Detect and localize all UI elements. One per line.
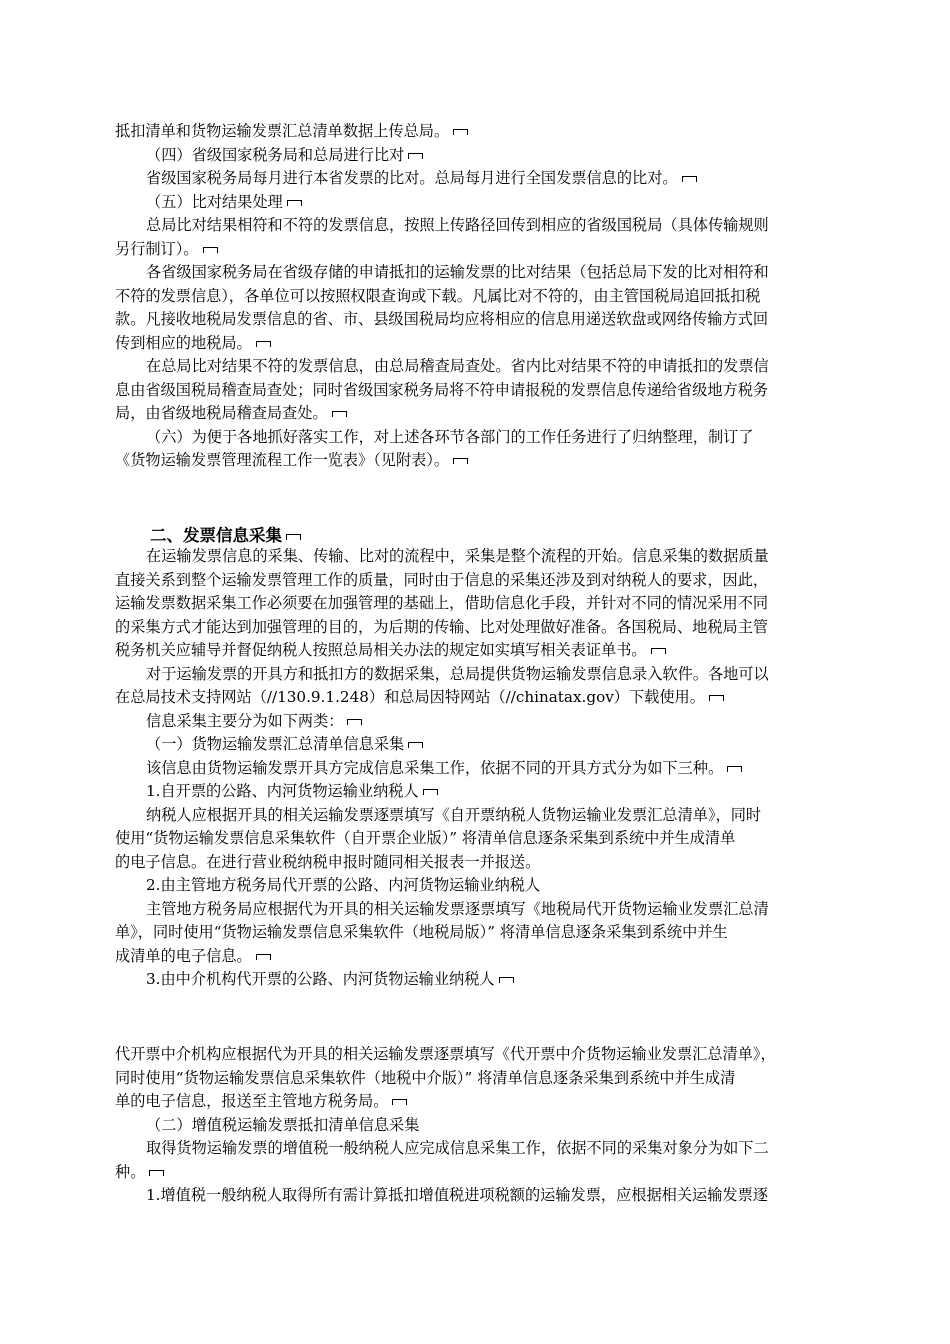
paragraph-line: 款。凡接收地税局发票信息的省、市、县级国税局均应将相应的信息用递送软盘或网络传输方式回 [115, 310, 769, 328]
paragraph [115, 1043, 835, 1114]
paragraph [115, 804, 835, 875]
paragraph-mark-icon [709, 695, 724, 701]
paragraph-line: 使用“货物运输发票信息采集软件（自开票企业版）” 将清单信息逐条采集到系统中并生成清单 [115, 829, 736, 847]
paragraph-line: 代开票中介机构应根据代为开具的相关运输发票逐票填写《代开票中介货物运输业发票汇总清单》， [115, 1045, 776, 1063]
paragraph [115, 968, 835, 992]
paragraph [115, 898, 835, 969]
paragraph [115, 355, 835, 426]
paragraph [115, 214, 835, 261]
paragraph-line: 运输发票数据采集工作必须要在加强管理的基础上，借助信息化手段，并针对不同的情况采用不同 [115, 594, 769, 612]
paragraph [115, 1114, 835, 1138]
paragraph [115, 780, 835, 804]
paragraph-line: 1.自开票的公路、内河货物运输业纳税人 [115, 780, 835, 804]
paragraph [115, 1137, 835, 1184]
paragraph [115, 426, 835, 473]
paragraph-mark-icon [408, 742, 423, 748]
paragraph [115, 261, 835, 355]
paragraph-line: 另行制订）。 [115, 238, 835, 262]
paragraph-line: 2.由主管地方税务局代开票的公路、内河货物运输业纳税人 [146, 876, 541, 894]
paragraph [115, 710, 835, 734]
paragraph-line: 直接关系到整个运输发票管理工作的质量，同时由于信息的采集还涉及到对纳税人的要求，因此， [115, 570, 769, 589]
paragraph-line: 信息采集主要分为如下两类： [115, 710, 835, 734]
paragraph-mark-icon [499, 977, 514, 983]
paragraph [115, 545, 835, 663]
paragraph-line: 《货物运输发票管理流程工作一览表》（见附表）。 [115, 449, 835, 473]
paragraph [115, 191, 835, 215]
paragraph-mark-icon [408, 153, 423, 159]
paragraph-mark-icon [651, 648, 666, 654]
paragraph-line: 的电子信息。在进行营业税纳税申报时随同相关报表一并报送。 [115, 852, 541, 871]
paragraph [115, 144, 835, 168]
paragraph [115, 733, 835, 757]
paragraph-mark-icon [423, 789, 438, 795]
paragraph-line: 抵扣清单和货物运输发票汇总清单数据上传总局。 [115, 120, 835, 144]
paragraph-mark-icon [453, 458, 468, 464]
paragraph-line: 3.由中介机构代开票的公路、内河货物运输业纳税人 [115, 968, 835, 992]
paragraph-mark-icon [332, 411, 347, 417]
paragraph-line: 纳税人应根据开具的相关运输发票逐票填写《自开票纳税人货物运输业发票汇总清单》，同时 [146, 805, 762, 824]
paragraph-line: 传到相应的地税局。 [115, 332, 835, 356]
paragraph-line: 在总局比对结果不符的发票信息，由总局稽查局查处。省内比对结果不符的申请抵扣的发票信 [146, 357, 769, 375]
paragraph [115, 874, 835, 898]
paragraph-line: 在运输发票信息的采集、传输、比对的流程中，采集是整个流程的开始。信息采集的数据质量 [146, 547, 769, 565]
paragraph-mark-icon [347, 719, 362, 725]
paragraph-mark-icon [392, 1099, 407, 1105]
paragraph-mark-icon [453, 129, 468, 135]
paragraph-mark-icon [203, 247, 218, 253]
paragraph [115, 120, 835, 144]
paragraph-line: 1.增值税一般纳税人取得所有需计算抵扣增值税进项税额的运输发票，应根据相关运输发票逐 [146, 1186, 768, 1204]
paragraph-line: （二）增值税运输发票抵扣清单信息采集 [146, 1115, 420, 1134]
paragraph-line: 息由省级国税局稽查局查处；同时省级国家税务局将不符申请报税的发票信息传递给省级地方税务 [115, 380, 769, 399]
paragraph-line: 该信息由货物运输发票开具方完成信息采集工作，依据不同的开具方式分为如下三种。 [115, 757, 835, 781]
paragraph-line: （四）省级国家税务局和总局进行比对 [115, 144, 835, 168]
paragraph-line: 各省级国家税务局在省级存储的申请抵扣的运输发票的比对结果（包括总局下发的比对相符和 [146, 263, 769, 281]
paragraph-line: 单的电子信息，报送至主管地方税务局。 [115, 1090, 835, 1114]
paragraph-line: 种。 [115, 1161, 835, 1185]
paragraph-mark-icon [727, 766, 742, 772]
paragraph-line: （五）比对结果处理 [115, 191, 835, 215]
paragraph-line: 取得货物运输发票的增值税一般纳税人应完成信息采集工作，依据不同的采集对象分为如下二 [146, 1139, 769, 1157]
paragraph [115, 1184, 835, 1208]
paragraph-mark-icon [287, 200, 302, 206]
paragraph-line: 对于运输发票的开具方和抵扣方的数据采集，总局提供货物运输发票信息录入软件。各地可以 [146, 664, 769, 683]
paragraph-line: 不符的发票信息），各单位可以按照权限查询或下载。凡属比对不符的，由主管国税局追回抵扣税 [115, 286, 761, 305]
paragraph-line: （一）货物运输发票汇总清单信息采集 [115, 733, 835, 757]
paragraph-line: （六）为便于各地抓好落实工作，对上述各环节各部门的工作任务进行了归纳整理，制订了 [146, 427, 754, 446]
paragraph-mark-icon [286, 534, 301, 540]
paragraph-line: 主管地方税务局应根据代为开具的相关运输发票逐票填写《地税局代开货物运输业发票汇总清 [146, 899, 769, 918]
paragraph-line: 局，由省级地税局稽查局查处。 [115, 402, 835, 426]
paragraph-mark-icon [256, 954, 271, 960]
paragraph [115, 757, 835, 781]
paragraph-line: 在总局技术支持网站（//130.9.1.248）和总局因特网站（//chinatax.gov）下载使用。 [115, 686, 835, 710]
paragraph-line: 税务机关应辅导并督促纳税人按照总局相关办法的规定如实填写相关表证单书。 [115, 639, 835, 663]
paragraph [115, 167, 835, 191]
paragraph-line: 成清单的电子信息。 [115, 945, 835, 969]
paragraph-mark-icon [682, 176, 697, 182]
paragraph [115, 663, 835, 710]
paragraph-mark-icon [256, 341, 271, 347]
paragraph-line: 省级国家税务局每月进行本省发票的比对。总局每月进行全国发票信息的比对。 [115, 167, 835, 191]
paragraph-line: 的采集方式才能达到加强管理的目的，为后期的传输、比对处理做好准备。各国税局、地税局主管 [115, 617, 769, 636]
paragraph-line: 单》，同时使用“货物运输发票信息采集软件（地税局版）” 将清单信息逐条采集到系统中并生 [115, 923, 728, 941]
paragraph-line: 总局比对结果相符和不符的发票信息，按照上传路径回传到相应的省级国税局（具体传输规则 [146, 216, 769, 234]
section-heading [150, 522, 301, 546]
paragraph-mark-icon [149, 1170, 164, 1176]
paragraph-line: 同时使用“货物运输发票信息采集软件（地税中介版）” 将清单信息逐条采集到系统中并生成清 [115, 1068, 736, 1087]
section-heading-text: 二、发票信息采集 [150, 526, 282, 545]
